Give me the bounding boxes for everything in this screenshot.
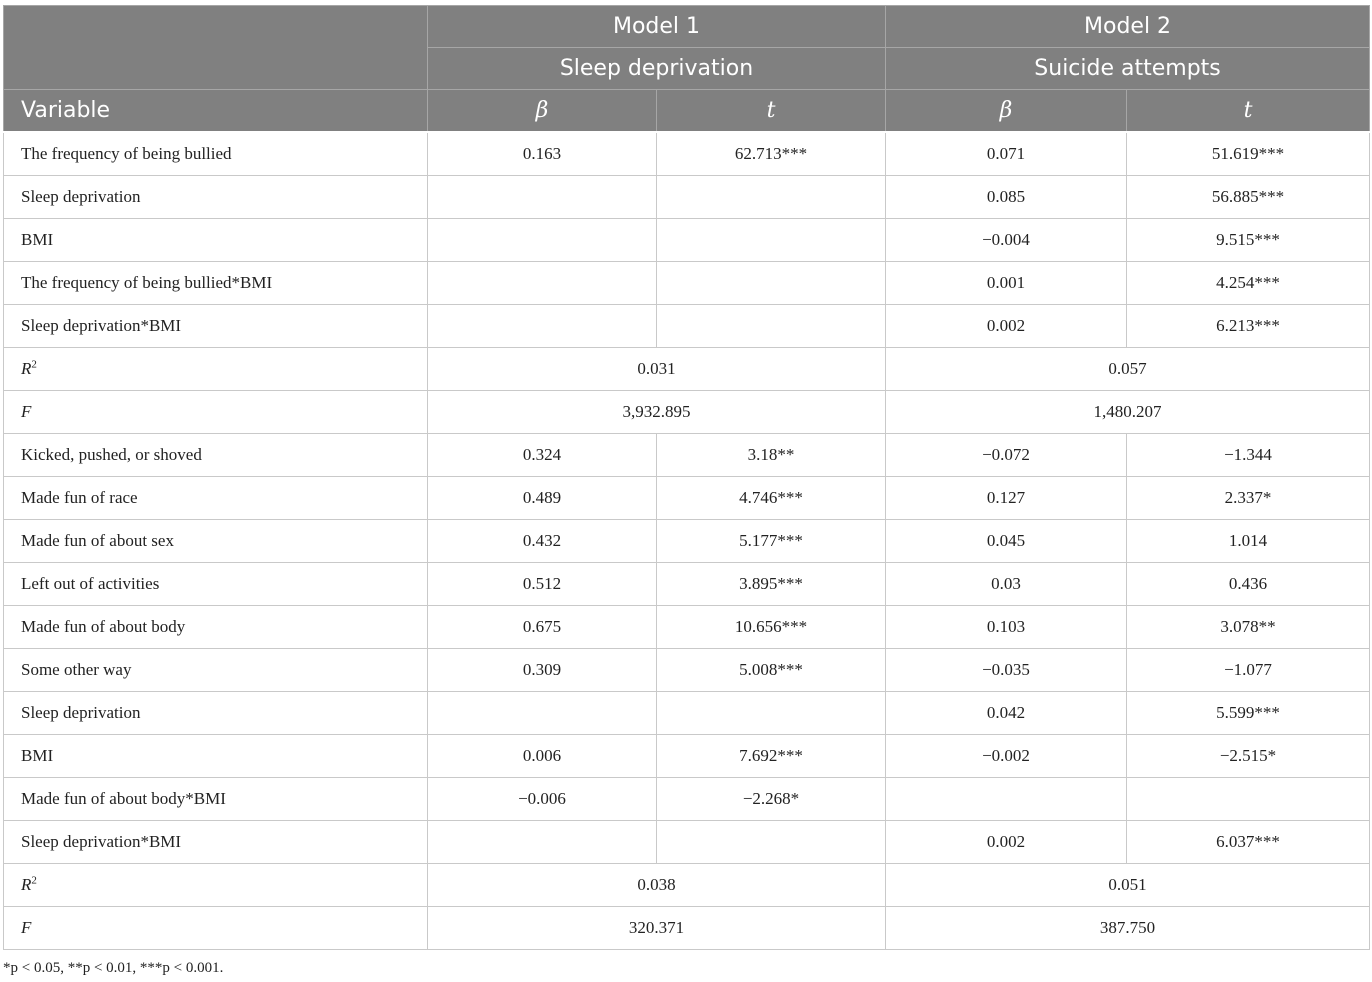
t-model-1-cell: 3.895*** [657, 563, 886, 606]
f-statistic-row [4, 391, 1370, 434]
r-squared-symbol: R [21, 875, 32, 894]
beta-header-model-1: β [428, 90, 657, 133]
beta-model-1-cell: 0.489 [428, 477, 657, 520]
variable-cell: The frequency of being bullied [4, 132, 428, 176]
t-model-2-cell: 3.078** [1127, 606, 1370, 649]
t-model-1-cell [657, 219, 886, 262]
header-row-models [4, 6, 1370, 48]
table-row [4, 176, 1370, 219]
beta-model-2-cell: 0.103 [886, 606, 1127, 649]
table-row [4, 219, 1370, 262]
variable-cell: Made fun of about sex [4, 520, 428, 563]
beta-model-1-cell [428, 821, 657, 864]
variable-cell: BMI [4, 735, 428, 778]
t-model-2-cell: 1.014 [1127, 520, 1370, 563]
variable-header: Variable [4, 90, 428, 133]
t-model-1-cell: 7.692*** [657, 735, 886, 778]
beta-model-2-cell: 0.03 [886, 563, 1127, 606]
beta-model-2-cell: 0.002 [886, 305, 1127, 348]
t-header-model-2: t [1127, 90, 1370, 133]
t-model-1-cell: 10.656*** [657, 606, 886, 649]
t-model-1-cell [657, 176, 886, 219]
beta-model-1-cell [428, 692, 657, 735]
t-model-1-cell [657, 692, 886, 735]
table-row [4, 305, 1370, 348]
table-row [4, 692, 1370, 735]
beta-model-2-cell: 0.042 [886, 692, 1127, 735]
beta-model-1-cell: 0.163 [428, 132, 657, 176]
variable-cell: Left out of activities [4, 563, 428, 606]
beta-model-1-cell [428, 219, 657, 262]
variable-cell: Made fun of race [4, 477, 428, 520]
beta-model-1-cell [428, 305, 657, 348]
t-model-2-cell: 6.037*** [1127, 821, 1370, 864]
variable-cell: Sleep deprivation [4, 692, 428, 735]
beta-model-2-cell: 0.001 [886, 262, 1127, 305]
t-model-1-cell: −2.268* [657, 778, 886, 821]
table-row [4, 821, 1370, 864]
beta-model-1-cell: 0.309 [428, 649, 657, 692]
beta-model-1-cell: 0.432 [428, 520, 657, 563]
variable-cell: Made fun of about body*BMI [4, 778, 428, 821]
beta-model-1-cell: 0.006 [428, 735, 657, 778]
t-model-2-cell: −1.344 [1127, 434, 1370, 477]
t-model-1-cell: 62.713*** [657, 132, 886, 176]
r-squared-symbol: R [21, 359, 32, 378]
t-model-1-cell: 4.746*** [657, 477, 886, 520]
r-squared-row [4, 864, 1370, 907]
table-row [4, 434, 1370, 477]
table-row [4, 477, 1370, 520]
r-squared-model-2: 0.051 [886, 864, 1370, 907]
beta-model-1-cell: 0.675 [428, 606, 657, 649]
f-statistic-label: F [4, 907, 428, 950]
beta-model-2-cell: −0.002 [886, 735, 1127, 778]
beta-model-2-cell: 0.045 [886, 520, 1127, 563]
variable-cell: Made fun of about body [4, 606, 428, 649]
table-row [4, 778, 1370, 821]
header-corner [4, 6, 428, 90]
beta-model-1-cell: 0.512 [428, 563, 657, 606]
variable-cell: Some other way [4, 649, 428, 692]
t-model-2-cell [1127, 778, 1370, 821]
beta-model-1-cell: −0.006 [428, 778, 657, 821]
r-squared-row [4, 348, 1370, 391]
r-squared-label [4, 348, 428, 391]
variable-cell: Sleep deprivation*BMI [4, 821, 428, 864]
beta-model-1-cell [428, 176, 657, 219]
outcome-2-header: Suicide attempts [886, 48, 1370, 90]
f-statistic-row [4, 907, 1370, 950]
significance-footnote: *p < 0.05, **p < 0.01, ***p < 0.001. [3, 960, 224, 976]
beta-header-model-2: β [886, 90, 1127, 133]
beta-model-2-cell: 0.127 [886, 477, 1127, 520]
variable-cell: BMI [4, 219, 428, 262]
table-row [4, 132, 1370, 176]
table-row [4, 520, 1370, 563]
regression-table [3, 5, 1370, 950]
t-header-model-1: t [657, 90, 886, 133]
table-row [4, 262, 1370, 305]
variable-cell: The frequency of being bullied*BMI [4, 262, 428, 305]
r-squared-exponent: 2 [31, 874, 37, 887]
r-squared-model-1: 0.031 [428, 348, 886, 391]
f-statistic-model-2: 387.750 [886, 907, 1370, 950]
variable-cell: Kicked, pushed, or shoved [4, 434, 428, 477]
t-model-2-cell: 2.337* [1127, 477, 1370, 520]
r-squared-exponent: 2 [31, 358, 37, 371]
table-row [4, 563, 1370, 606]
model-2-header: Model 2 [886, 6, 1370, 48]
beta-model-2-cell: 0.071 [886, 132, 1127, 176]
f-statistic-model-2: 1,480.207 [886, 391, 1370, 434]
t-model-2-cell: 5.599*** [1127, 692, 1370, 735]
t-model-2-cell: 56.885*** [1127, 176, 1370, 219]
header-row-columns [4, 90, 1370, 133]
t-model-1-cell: 3.18** [657, 434, 886, 477]
variable-cell: Sleep deprivation*BMI [4, 305, 428, 348]
t-model-1-cell [657, 305, 886, 348]
model-1-header: Model 1 [428, 6, 886, 48]
t-model-1-cell [657, 821, 886, 864]
beta-model-1-cell: 0.324 [428, 434, 657, 477]
t-model-2-cell: 51.619*** [1127, 132, 1370, 176]
f-statistic-label: F [4, 391, 428, 434]
t-model-1-cell [657, 262, 886, 305]
table-row [4, 735, 1370, 778]
beta-model-2-cell [886, 778, 1127, 821]
beta-model-1-cell [428, 262, 657, 305]
beta-model-2-cell: −0.072 [886, 434, 1127, 477]
f-statistic-model-1: 3,932.895 [428, 391, 886, 434]
table-row [4, 649, 1370, 692]
t-model-2-cell: −1.077 [1127, 649, 1370, 692]
table-row [4, 606, 1370, 649]
r-squared-label [4, 864, 428, 907]
beta-model-2-cell: −0.035 [886, 649, 1127, 692]
beta-model-2-cell: 0.002 [886, 821, 1127, 864]
t-model-1-cell: 5.177*** [657, 520, 886, 563]
outcome-1-header: Sleep deprivation [428, 48, 886, 90]
t-model-2-cell: 9.515*** [1127, 219, 1370, 262]
t-model-2-cell: 6.213*** [1127, 305, 1370, 348]
t-model-2-cell: 4.254*** [1127, 262, 1370, 305]
r-squared-model-1: 0.038 [428, 864, 886, 907]
beta-model-2-cell: 0.085 [886, 176, 1127, 219]
beta-model-2-cell: −0.004 [886, 219, 1127, 262]
table-body [4, 132, 1370, 950]
t-model-2-cell: −2.515* [1127, 735, 1370, 778]
r-squared-model-2: 0.057 [886, 348, 1370, 391]
f-statistic-model-1: 320.371 [428, 907, 886, 950]
t-model-1-cell: 5.008*** [657, 649, 886, 692]
t-model-2-cell: 0.436 [1127, 563, 1370, 606]
variable-cell: Sleep deprivation [4, 176, 428, 219]
